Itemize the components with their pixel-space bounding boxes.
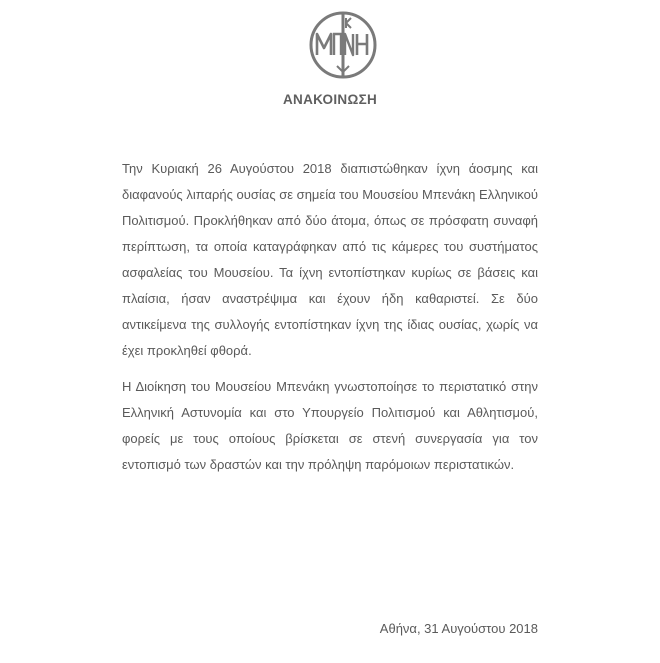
document-date: Αθήνα, 31 Αυγούστου 2018 xyxy=(379,621,538,636)
museum-monogram-logo-icon xyxy=(307,10,379,80)
paragraph-2: Η Διοίκηση του Μουσείου Μπενάκη γνωστοποίησε το περιστατικό στην Ελληνική Αστυνομία και στο Υπουργείο Πολιτισμού και Αθλητισμού, φορείς με τους οποίους βρίσκεται σε στενή συνεργασία για τον εντοπισμό των δραστών και την πρόληψη παρόμοιων περιστατικών. xyxy=(122,379,538,472)
document-body xyxy=(122,156,538,488)
paragraph-1: Την Κυριακή 26 Αυγούστου 2018 διαπιστώθηκαν ίχνη άοσμης και διαφανούς λιπαρής ουσίας σε σημεία του Μουσείου Μπενάκη Ελληνικού Πολιτισμού. Προκλήθηκαν από δύο άτομα, όπως σε πρόσφατη συναφή περίπτωση, τα οποία καταγράφηκαν από τις κάμερες του συστήματος ασφαλείας του Μουσείου. Τα ίχνη εντοπίστηκαν κυρίως σε βάσεις και πλαίσια, ήσαν αναστρέψιμα και έχουν ήδη καθαριστεί. Σε δύο αντικείμενα της συλλογής εντοπίστηκαν ίχνη της ίδιας ουσίας, χωρίς να έχει προκληθεί φθορά. xyxy=(122,161,538,358)
document-title: ΑΝΑΚΟΙΝΩΣΗ xyxy=(282,92,378,107)
